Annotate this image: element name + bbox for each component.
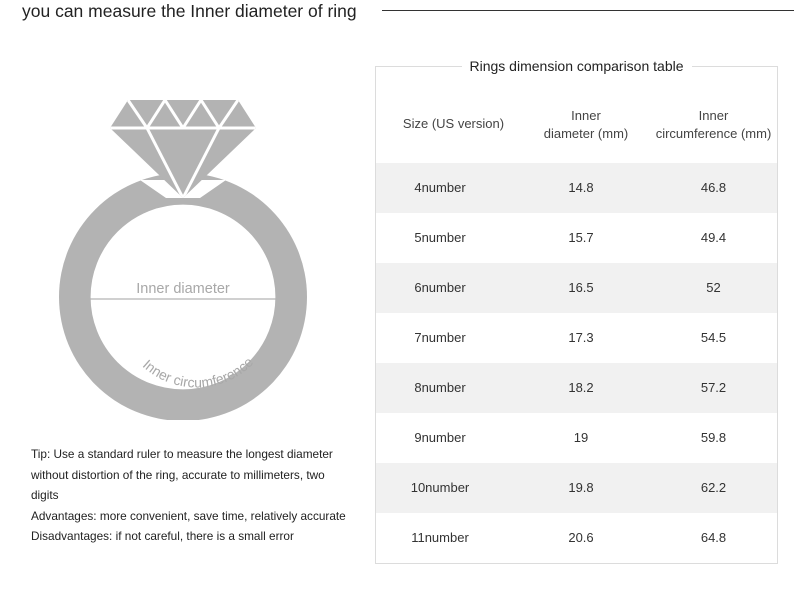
header-inner-diameter: Inner diameter (mm) xyxy=(543,108,629,141)
table-title: Rings dimension comparison table xyxy=(462,58,692,74)
measurement-tips xyxy=(31,444,371,547)
table-row: 6number 16.5 52 xyxy=(376,263,777,313)
header-size: Size (US version) xyxy=(402,116,505,131)
tip-line-2: without distortion of the ring, accurate to millimeters, two xyxy=(31,467,325,482)
table-row: 5number 15.7 49.4 xyxy=(414,230,727,245)
inner-circumference-label: Inner circumference xyxy=(139,353,257,391)
header-inner-circumference: Inner circumference (mm) xyxy=(655,108,772,141)
diamond-icon xyxy=(105,100,261,198)
disadvantages-line: Disadvantages: if not careful, there is a small error xyxy=(31,529,294,543)
heading-divider xyxy=(382,10,794,11)
tip-line-3: digits xyxy=(31,488,59,502)
inner-diameter-label: Inner diameter xyxy=(136,281,230,297)
table-row: 11number 20.6 64.8 xyxy=(411,530,727,545)
advantages-line: Advantages: more convenient, save time, relatively accurate xyxy=(31,508,346,523)
table-row: 7number 17.3 54.5 xyxy=(414,330,727,345)
table-row: 9number 19 59.8 xyxy=(414,430,727,445)
ring-size-table xyxy=(375,58,778,564)
page-heading: you can measure the Inner diameter of ring xyxy=(22,1,357,21)
table-row: 8number 18.2 57.2 xyxy=(376,363,777,413)
tip-line-1: Tip: Use a standard ruler to measure the longest diameter xyxy=(31,447,333,461)
ring-illustration xyxy=(50,90,320,420)
table-row: 4number 14.8 46.8 xyxy=(376,163,777,213)
table-row: 10number 19.8 62.2 xyxy=(376,463,777,513)
